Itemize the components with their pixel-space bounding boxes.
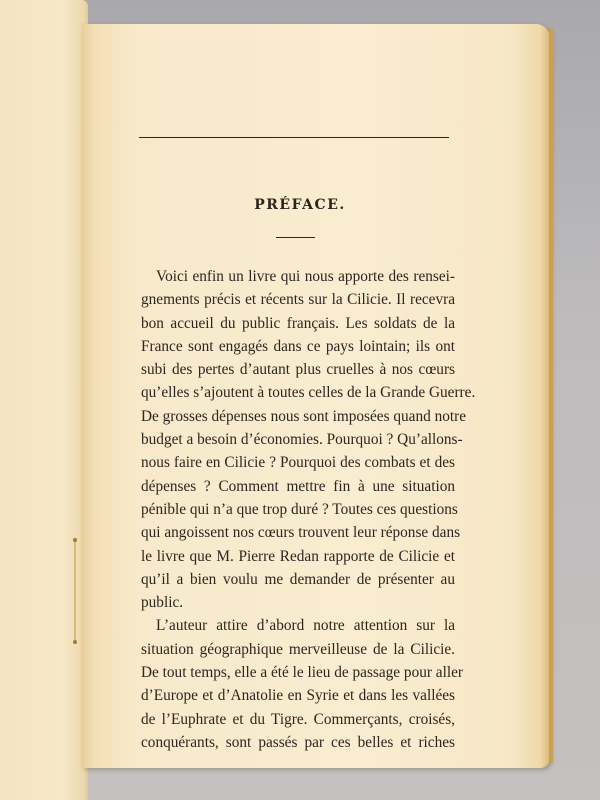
text-line: le livre que M. Pierre Redan rapporte de Cilicie et: [141, 547, 455, 565]
text-line: d’Europe et d’Anatolie en Syrie et dans les vallées: [141, 687, 455, 705]
header-rule: [139, 137, 449, 138]
text-line: bon accueil du public français. Les soldats de la: [141, 314, 455, 332]
text-line: pénible qui n’a que trop duré ? Toutes ces questions: [141, 500, 458, 518]
text-line: qu’elles s’ajoutent à toutes celles de la Grande Guerre.: [141, 384, 476, 402]
text-line: conquérants, sont passés par ces belles et riches: [141, 733, 455, 751]
text-line: France sont engagés dans ce pays lointain; ils ont: [141, 337, 455, 355]
text-line: nous faire en Cilicie ? Pourquoi des combats et des: [141, 454, 455, 472]
text-line: de l’Euphrate et du Tigre. Commerçants, croisés,: [141, 710, 455, 728]
text-line: qu’il a bien voulu me demander de présenter au: [141, 570, 455, 588]
text-line: L’auteur attire d’abord notre attention sur la: [156, 617, 455, 635]
text-line: subi des pertes d’autant plus cruelles à nos cœurs: [141, 361, 455, 379]
text-line: Voici enfin un livre qui nous apporte des rensei-: [156, 268, 455, 285]
page-title: PRÉFACE.: [254, 197, 346, 213]
text-line: budget a besoin d’économies. Pourquoi ? Qu’allons-: [141, 431, 463, 449]
binding-knot-bottom: [73, 640, 77, 644]
page-edge: [549, 28, 553, 763]
text-line: qui angoissent nos cœurs trouvent leur réponse dans: [141, 524, 461, 542]
title-divider: [276, 237, 315, 238]
text-line: De tout temps, elle a été le lieu de passage pour aller: [141, 664, 463, 682]
text-line: situation géographique merveilleuse de la Cilicie.: [141, 640, 455, 658]
body-text: [141, 265, 476, 754]
binding-thread: [74, 540, 76, 640]
binding-knot-top: [73, 538, 77, 542]
text-line: gnements précis et récents sur la Cilicie. Il recevra: [141, 291, 455, 309]
text-line: De grosses dépenses nous sont imposées quand notre: [141, 407, 467, 425]
text-line: public.: [141, 594, 184, 612]
text-line: dépenses ? Comment mettre fin à une situation: [141, 477, 455, 495]
left-page: [0, 0, 88, 800]
